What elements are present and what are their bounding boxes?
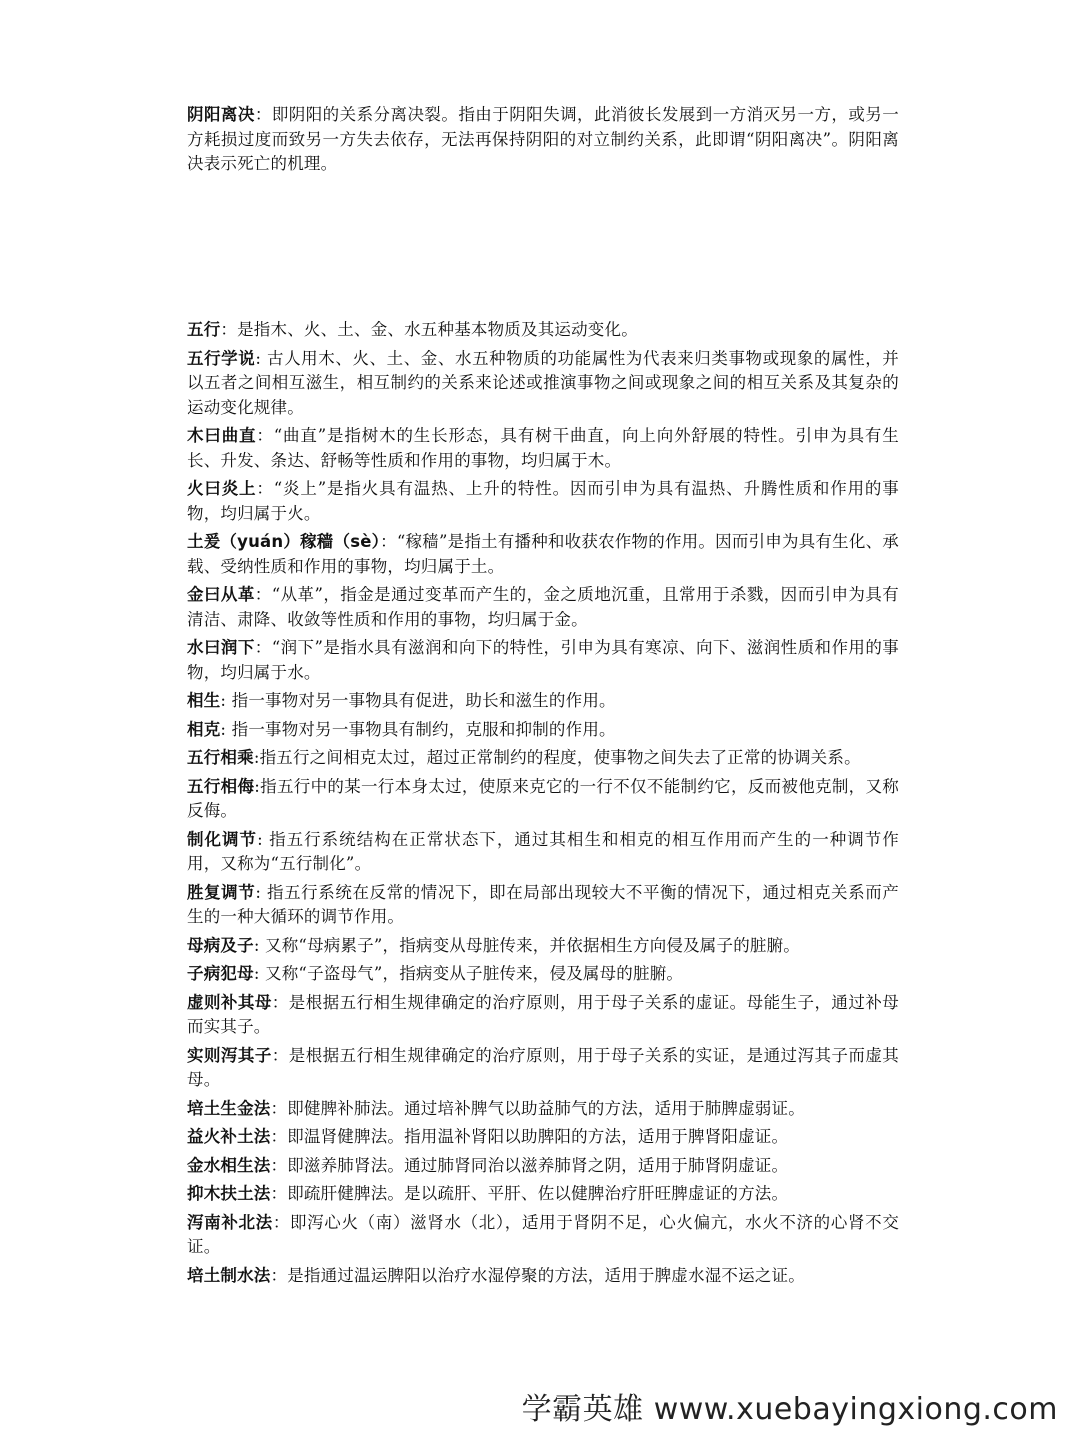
- definition-term: 金水相生法: [187, 1155, 271, 1175]
- definition-term: 抑木扶土法: [187, 1184, 271, 1203]
- definition-separator: ：: [254, 105, 272, 124]
- definition-text: 指五行系统在反常的情况下，即在局部出现较大不平衡的情况下，通过相克关系而产生的一种大循环的调节作用。: [187, 882, 899, 926]
- definition-text: “润下”是指水具有滋润和向下的特性，引申为具有寒凉、向下、滋润性质和作用的事物，均归属于水。: [187, 638, 899, 682]
- definition-entry: [187, 424, 899, 473]
- definition-text: 指五行系统结构在正常状态下，通过其相生和相克的相互作用而产生的一种调节作用，又称为“五行制化”。: [187, 829, 899, 873]
- definition-separator: :: [254, 776, 261, 796]
- definition-separator: ：: [270, 1098, 288, 1118]
- definition-separator: :: [253, 964, 266, 983]
- definition-entry: [187, 991, 899, 1040]
- definition-text: “从革”，指金是通过变革而产生的，金之质地沉重，且常用于杀戮，因而引申为具有清洁、肃降、收敛等性质和作用的事物，均归属于金。: [187, 585, 899, 629]
- definition-separator: :: [255, 882, 267, 902]
- definition-separator: ：: [270, 1265, 288, 1285]
- definition-term: 制化调节: [187, 829, 258, 849]
- definition-separator: ：: [256, 426, 274, 445]
- definition-separator: ：: [380, 532, 397, 551]
- definition-term: 相克: [187, 719, 221, 739]
- definition-term: 五行相乘: [187, 748, 254, 767]
- definition-text: 指一事物对另一事物具有促进，助长和滋生的作用。: [231, 691, 616, 710]
- definition-entry: [187, 881, 899, 930]
- definition-separator: :: [253, 748, 260, 767]
- definition-separator: :: [220, 691, 232, 710]
- definition-term: 泻南补北法: [187, 1212, 273, 1232]
- section-yinyang: [187, 103, 899, 181]
- definition-entry: [187, 477, 899, 526]
- section-wuxing: [187, 318, 899, 1292]
- definition-text: “稼穑”是指土有播种和收获农作物的作用。因而引申为具有生化、承载、受纳性质和作用的事物，均归属于土。: [187, 532, 899, 576]
- definition-entry: [187, 1097, 899, 1122]
- definition-term: 五行学说: [187, 348, 256, 368]
- definition-text: 是根据五行相生规律确定的治疗原则，用于母子关系的虚证。母能生子，通过补母而实其子。: [187, 992, 900, 1036]
- definition-term: 培土生金法: [187, 1098, 271, 1118]
- definition-text: 古人用木、火、土、金、水五种物质的功能属性为代表来归类事物或现象的属性，并以五者之间相互滋生，相互制约的关系来论述或推演事物之间或现象之间的相互关系及其复杂的运动变化规律。: [187, 348, 899, 417]
- definition-text: 即温肾健脾法。指用温补肾阳以助脾阳的方法，适用于脾肾阳虚证。: [287, 1127, 789, 1146]
- definition-entry: [187, 1211, 899, 1260]
- definition-entry: [187, 1154, 899, 1179]
- definition-separator: :: [220, 719, 232, 739]
- definition-text: 是指通过温运脾阳以治疗水湿停聚的方法，适用于脾虚水湿不运之证。: [287, 1265, 805, 1285]
- definition-entry: [187, 775, 899, 824]
- definition-term: 五行: [187, 320, 221, 339]
- definition-separator: ：: [270, 1184, 288, 1203]
- definition-term: 子病犯母: [187, 964, 254, 983]
- definition-entry: [187, 1264, 899, 1289]
- definition-text: 即健脾补肺法。通过培补脾气以助益肺气的方法，适用于肺脾虚弱证。: [287, 1098, 805, 1118]
- site-watermark: 学霸英雄 www.xuebayingxiong.com: [521, 1392, 1058, 1427]
- definition-separator: ：: [272, 1212, 290, 1232]
- definition-term: 实则泻其子: [187, 1045, 272, 1065]
- definition-separator: ：: [270, 1127, 288, 1146]
- definition-entry: [187, 934, 899, 959]
- definition-entry: [187, 828, 899, 877]
- definition-entry: [187, 1182, 899, 1207]
- definition-text: 即滋养肺肾法。通过肺肾同治以滋养肺肾之阴，适用于肺肾阴虚证。: [287, 1155, 789, 1175]
- definition-entry: [187, 1125, 899, 1150]
- definition-term: 培土制水法: [187, 1265, 271, 1285]
- definition-term: 虚则补其母: [187, 992, 272, 1012]
- definition-text: “炎上”是指火具有温热、上升的特性。因而引申为具有温热、升腾性质和作用的事物，均归属于火。: [187, 479, 899, 523]
- definition-term: 相生: [187, 691, 221, 710]
- definition-text: 即疏肝健脾法。是以疏肝、平肝、佐以健脾治疗肝旺脾虚证的方法。: [287, 1184, 789, 1203]
- definition-separator: ：: [271, 992, 289, 1012]
- definition-separator: ：: [271, 1045, 289, 1065]
- definition-separator: ：: [270, 1155, 288, 1175]
- definition-text: 即阴阳的关系分离决裂。指由于阴阳失调，此消彼长发展到一方消灭另一方，或另一方耗损过度而致另一方失去依存，无法再保持阴阳的对立制约关系，此即谓“阴阳离决”。阴阳离决表示死亡的机理。: [187, 105, 900, 173]
- definition-text: “曲直”是指树木的生长形态，具有树干曲直，向上向外舒展的特性。引申为具有生长、升发、条达、舒畅等性质和作用的事物，均归属于木。: [187, 426, 899, 470]
- definition-text: 又称“子盗母气”，指病变从子脏传来，侵及属母的脏腑。: [265, 964, 684, 983]
- definition-term: 益火补土法: [187, 1127, 271, 1146]
- definition-separator: :: [253, 935, 266, 955]
- definition-text: 又称“母病累子”，指病变从母脏传来，并依据相生方向侵及属子的脏腑。: [265, 935, 801, 955]
- definition-entry: [187, 583, 899, 632]
- definition-text: 指五行中的某一行本身太过，使原来克它的一行不仅不能制约它，反而被他克制，又称反侮。: [187, 776, 899, 820]
- definition-separator: ：: [254, 585, 272, 604]
- definition-text: 指一事物对另一事物具有制约，克服和抑制的作用。: [231, 719, 616, 739]
- definition-entry: [187, 746, 899, 771]
- definition-term: 火曰炎上: [187, 479, 257, 498]
- definition-text: 即泻心火（南）滋肾水（北），适用于肾阴不足，心火偏亢，水火不济的心肾不交证。: [187, 1212, 900, 1256]
- definition-entry: [187, 530, 899, 579]
- definition-entry: [187, 347, 899, 421]
- definition-term: 五行相侮: [187, 776, 255, 796]
- definition-entry: [187, 1044, 899, 1093]
- definition-separator: ：: [220, 320, 238, 339]
- definition-term: 土爰（yuán）稼穑（sè）: [187, 532, 381, 551]
- definition-entry: [187, 103, 899, 177]
- definition-term: 阴阳离决: [187, 105, 255, 124]
- definition-entry: [187, 689, 899, 714]
- definition-separator: ：: [256, 479, 274, 498]
- definition-separator: ：: [254, 638, 272, 657]
- definition-entry: [187, 636, 899, 685]
- definition-separator: :: [255, 348, 267, 368]
- definition-term: 水曰润下: [187, 638, 255, 657]
- definition-term: 母病及子: [187, 935, 254, 955]
- definition-entry: [187, 318, 899, 343]
- definition-term: 胜复调节: [187, 882, 256, 902]
- definition-separator: :: [257, 829, 270, 849]
- definition-entry: [187, 718, 899, 743]
- definition-entry: [187, 962, 899, 987]
- definition-text: 指五行之间相克太过，超过正常制约的程度，使事物之间失去了正常的协调关系。: [259, 748, 861, 767]
- definition-text: 是根据五行相生规律确定的治疗原则，用于母子关系的实证，是通过泻其子而虚其母。: [187, 1045, 900, 1089]
- definition-term: 金曰从革: [187, 585, 255, 604]
- definition-text: 是指木、火、土、金、水五种基本物质及其运动变化。: [237, 320, 638, 339]
- definition-term: 木曰曲直: [187, 426, 257, 445]
